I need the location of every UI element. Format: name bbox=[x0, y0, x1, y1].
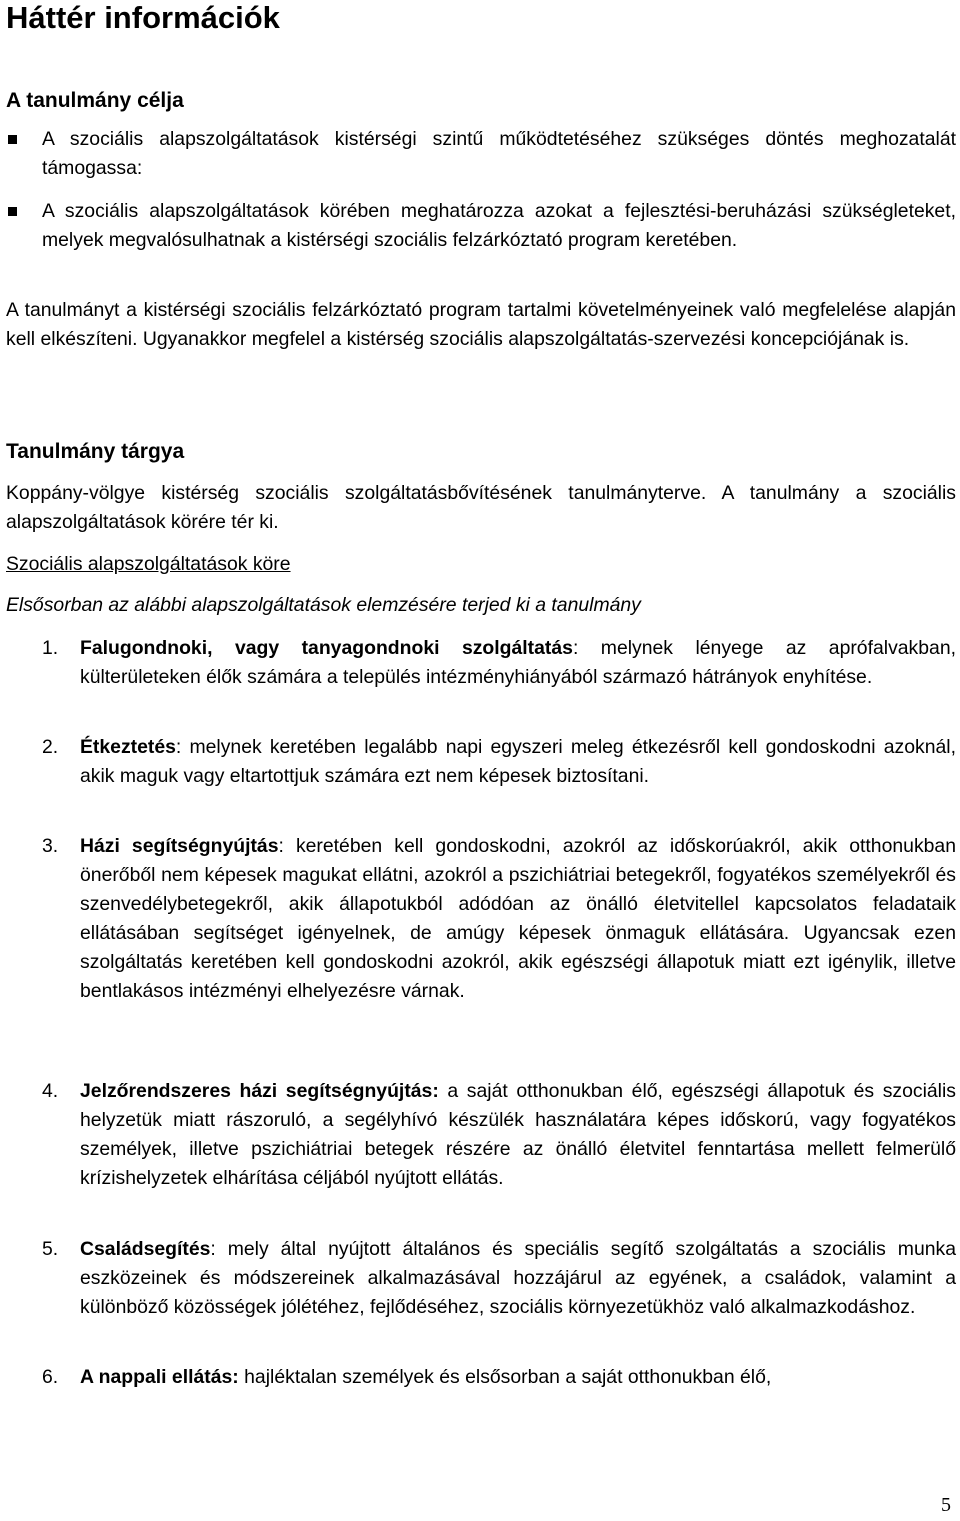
list-body: Falugondnoki, vagy tanyagondnoki szolgáltatás: melynek lényege az aprófalvakban, külterületeken élők számára a település intézményhiányából származó hátrányok enyhítése. bbox=[80, 637, 956, 688]
list-body: Családsegítés: mely által nyújtott általános és speciális segítő szolgáltatás a szociális munka eszközeinek és módszereinek alkalmazásával hozzájárul az egyének, a családok, valamint a különböző közösségek jólétéhez, fejlődéséhez, szociális környezetükhöz való alkalmazkodáshoz. bbox=[80, 1238, 956, 1318]
bullet-text: A szociális alapszolgáltatások körében meghatározza azokat a fejlesztési-beruházási szükségleteket, melyek megvalósulhatnak a kistérségi szociális felzárkóztató program keretében. bbox=[42, 200, 956, 251]
list-term: Falugondnoki, vagy tanyagondnoki szolgáltatás bbox=[80, 637, 573, 659]
goal-paragraph: A tanulmányt a kistérségi szociális felzárkóztató program tartalmi követelményeinek való megfelelése alapján kell elkészíteni. Ugyanakkor megfelel a kistérség szociális alapszolgáltatás-szervezési koncepciójának is. bbox=[6, 299, 956, 350]
page-title: Háttér információk bbox=[6, 0, 280, 35]
list-term: Házi segítségnyújtás bbox=[80, 835, 279, 857]
list-number: 4. bbox=[42, 1080, 59, 1102]
list-term: A nappali ellátás: bbox=[80, 1366, 239, 1388]
list-text: a saját otthonukban élő, egészségi állapotuk és szociális helyzetük miatt rászoruló, a segélyhívó készülék használatára képes időskorú, vagy fogyatékos személyek, illetve pszichiátriai betegek részére az önálló életvitel fenntartása mellett felmerülő krízishelyzetek elhárítása céljából nyújtott ellátás. bbox=[80, 1080, 956, 1189]
bullet-item bbox=[42, 197, 956, 255]
bullet-square-icon bbox=[8, 207, 17, 216]
list-text: hajléktalan személyek és elsősorban a saját otthonukban élő, bbox=[238, 1366, 772, 1388]
list-term: Családsegítés bbox=[80, 1238, 211, 1260]
list-number: 6. bbox=[42, 1366, 59, 1388]
list-text: melynek keretében legalább napi egyszeri meleg étkezésről kell gondoskodni azoknál, akik maguk vagy eltartottjuk számára ezt nem képesek biztosítani. bbox=[80, 736, 956, 787]
list-number: 3. bbox=[42, 835, 59, 857]
list-text: mely által nyújtott általános és speciális segítő szolgáltatás a szociális munka eszközeinek és módszereinek alkalmazásával hozzájárul az egyének, a családok, valamint a különböző közösségek jólétéhez, fejlődéséhez, szociális környezetükhöz való alkalmazkodáshoz. bbox=[80, 1238, 956, 1318]
list-term: Jelzőrendszeres házi segítségnyújtás: bbox=[80, 1080, 439, 1102]
list-body: Étkeztetés: melynek keretében legalább napi egyszeri meleg étkezésről kell gondoskodni azoknál, akik maguk vagy eltartottjuk számára ezt nem képesek biztosítani. bbox=[80, 736, 956, 787]
page-number: 5 bbox=[941, 1494, 951, 1516]
list-number: 5. bbox=[42, 1238, 59, 1260]
list-term: Étkeztetés bbox=[80, 736, 176, 758]
list-number: 2. bbox=[42, 736, 59, 758]
list-body: Házi segítségnyújtás: keretében kell gondoskodni, azokról az időskorúakról, akik otthonukban önerőből nem képesek magukat ellátni, azokról a pszichiátriai betegekről, fogyatékos személyekről és szenvedélybetegekről, akik állapotukból adódóan az önálló életvitellel kapcsolatos feladataik ellátásában segítséget igényelnek, de amúgy képesek önmaguk ellátására. Ugyancsak ezen szolgáltatás keretében kell gondoskodni azokról, akik egészségi állapotuk miatt ezt igénylik, illetve bentlakásos intézményi elhelyezésre várnak. bbox=[80, 835, 956, 1002]
services-subheading: Szociális alapszolgáltatások köre bbox=[6, 553, 291, 575]
list-body bbox=[80, 1077, 956, 1193]
section-heading-goal: A tanulmány célja bbox=[6, 89, 184, 112]
bullet-text: A szociális alapszolgáltatások kistérségi szintű működtetéséhez szükséges döntés meghozatalát támogassa: bbox=[42, 128, 956, 179]
list-text: melynek lényege az aprófalvakban, külterületeken élők számára a település intézményhiányából származó hátrányok enyhítése. bbox=[80, 637, 956, 688]
services-intro: Elsősorban az alábbi alapszolgáltatások elemzésére terjed ki a tanulmány bbox=[6, 594, 641, 616]
list-number: 1. bbox=[42, 637, 59, 659]
section-heading-subject: Tanulmány tárgya bbox=[6, 440, 185, 463]
bullet-square-icon bbox=[8, 135, 17, 144]
list-body bbox=[80, 1363, 956, 1392]
subject-paragraph: Koppány-völgye kistérség szociális szolgáltatásbővítésének tanulmányterve. A tanulmány a szociális alapszolgáltatások körére tér ki. bbox=[6, 482, 956, 533]
bullet-item bbox=[42, 125, 956, 183]
list-text: keretében kell gondoskodni, azokról az időskorúakról, akik otthonukban önerőből nem képesek magukat ellátni, azokról a pszichiátriai betegekről, fogyatékos személyekről és szenvedélybetegekről, akik állapotukból adódóan az önálló életvitellel kapcsolatos feladataik ellátásában segítséget igényelnek, de amúgy képesek önmaguk ellátására. Ugyancsak ezen szolgáltatás keretében kell gondoskodni azokról, akik egészségi állapotuk miatt ezt igénylik, illetve bentlakásos intézményi elhelyezésre várnak. bbox=[80, 835, 956, 1002]
